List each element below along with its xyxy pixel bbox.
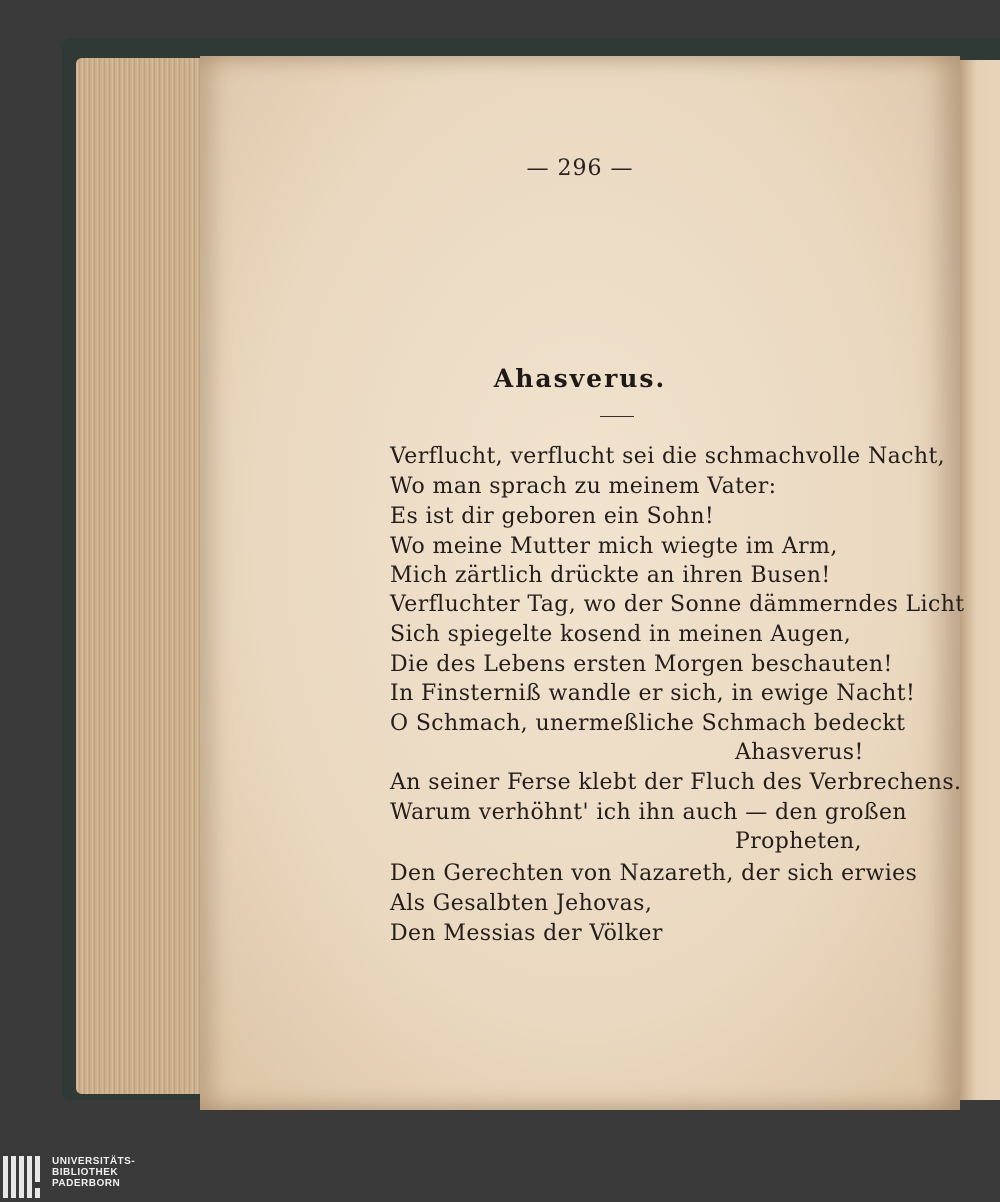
poem-line: Sich spiegelte kosend in meinen Augen, (390, 622, 852, 647)
poem-line: Mich zärtlich drückte an ihren Busen! (390, 563, 831, 588)
book-page (200, 56, 965, 1110)
poem-title: Ahasverus. (493, 364, 667, 393)
logo-text-line1: UNIVERSITÄTS- (52, 1156, 136, 1167)
poem-line: Den Messias der Völker (390, 921, 663, 946)
logo-text-line3: PADERBORN (52, 1178, 121, 1189)
poem-line: Warum verhöhnt' ich ihn auch — den großen (390, 800, 907, 825)
poem-line: Wo man sprach zu meinem Vater: (390, 474, 777, 499)
poem-line: Verfluchter Tag, wo der Sonne dämmerndes Licht (390, 592, 965, 617)
poem-line: O Schmach, unermeßliche Schmach bedeckt (390, 711, 906, 736)
poem-line: In Finsterniß wandle er sich, in ewige Nacht! (390, 681, 916, 706)
title-rule (600, 416, 634, 417)
library-footer (0, 1152, 1000, 1202)
poem-line: Als Gesalbten Jehovas, (390, 891, 653, 916)
poem-line: Wo meine Mutter mich wiegte im Arm, (390, 534, 838, 559)
poem-line: Es ist dir geboren ein Sohn! (390, 504, 715, 529)
library-logo-icon (3, 1156, 47, 1198)
page-number: — 296 — (526, 156, 634, 181)
poem-line: Verflucht, verflucht sei die schmachvolle Nacht, (390, 444, 946, 469)
poem-line: An seiner Ferse klebt der Fluch des Verbrechens. (390, 770, 962, 795)
poem-line: Ahasverus! (735, 740, 864, 765)
poem-line: Die des Lebens ersten Morgen beschauten! (390, 652, 893, 677)
logo-text-line2: BIBLIOTHEK (52, 1167, 119, 1178)
poem-line: Propheten, (735, 829, 862, 854)
facing-page-edge (958, 60, 1000, 1100)
poem-line: Den Gerechten von Nazareth, der sich erwies (390, 861, 918, 886)
